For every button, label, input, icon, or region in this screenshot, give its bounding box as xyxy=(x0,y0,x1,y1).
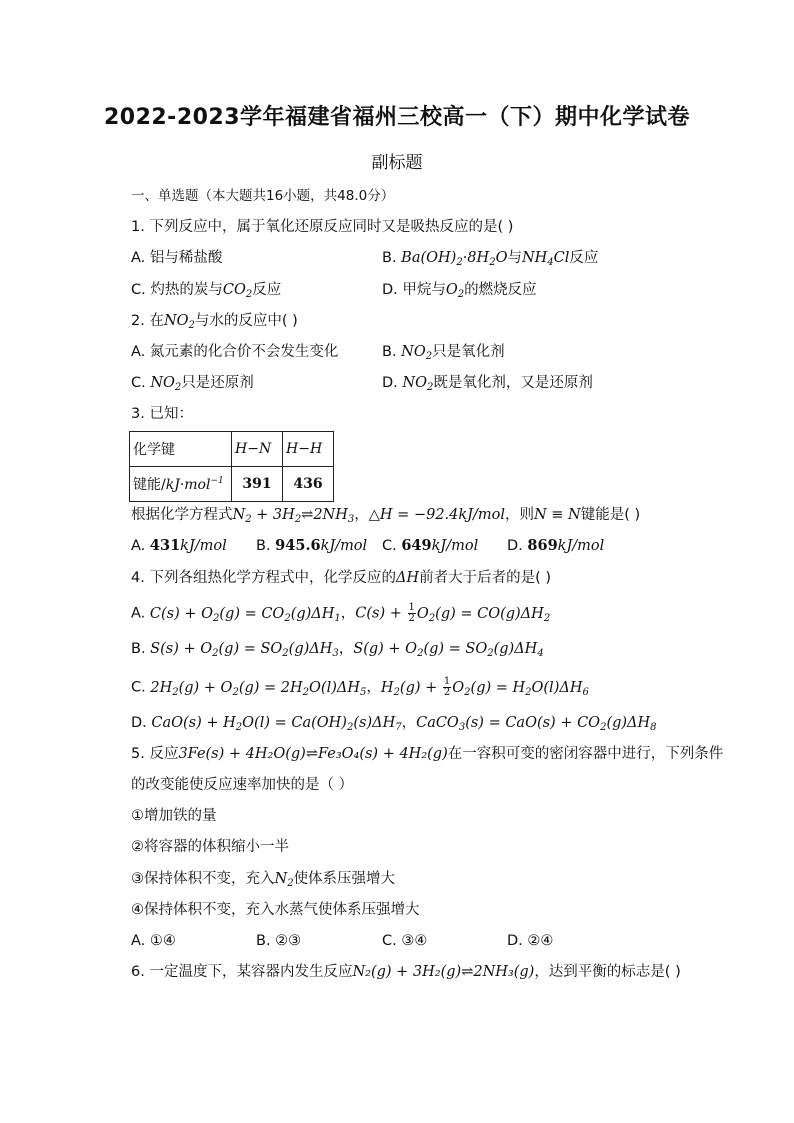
table-cell: H−H xyxy=(283,432,334,467)
q5-option-c: C. ③④ xyxy=(382,933,428,949)
section-heading: 一、单选题（本大题共16小题，共48.0分） xyxy=(131,188,395,204)
q2-option-d: D. $NO_2$既是氧化剂，又是还原剂 xyxy=(382,375,593,393)
q5-stem: 5. 反应3Fe(s) + 4H₂O(g)⇌Fe₃O₄(s) + 4H₂(g)在一容积可变的密闭容器中进行，下列条件 xyxy=(131,746,724,762)
q3-option-c: C. 649kJ/mol xyxy=(382,537,479,554)
q2-option-c: C. $NO_2$只是还原剂 xyxy=(131,375,254,393)
q1-option-a: A. 铝与稀盐酸 xyxy=(131,250,223,266)
q3-stem: 3. 已知： xyxy=(131,406,193,422)
q2-stem: 2. 在$NO_2$与水的反应中( ) xyxy=(131,313,298,331)
table-cell: 436 xyxy=(283,467,334,502)
fraction: $\frac{1}{2}$ xyxy=(408,602,415,624)
q4-option-b: B. $S(s) + O_2(g) = SO_2(g)\Delta H_3$，$S(g) + O_2(g) = SO_2(g)\Delta H_4$ xyxy=(131,641,544,659)
q1-stem: 1. 下列反应中，属于氧化还原反应同时又是吸热反应的是( ) xyxy=(131,219,514,235)
table-row xyxy=(130,467,334,502)
q3-equation-line: 根据化学方程式$N_2$ + $3H_2\rightleftharpoons 2NH_3$，△H = −92.4kJ/mol，则N ≡ N键能是( ) xyxy=(131,507,641,525)
q5-condition-1: ①增加铁的量 xyxy=(131,808,217,824)
q3-option-a: A. 431kJ/mol xyxy=(131,537,227,554)
table-cell: H−N xyxy=(232,432,283,467)
q5-option-a: A. ①④ xyxy=(131,933,176,949)
q4-stem: 4. 下列各组热化学方程式中，化学反应的ΔH前者大于后者的是( ) xyxy=(131,570,552,586)
q1-option-b: B. $Ba(OH)_2\cdot 8H_2O$与$NH_4Cl$反应 xyxy=(382,250,599,268)
q5-stem-cont: 的改变能使反应速率加快的是（ ） xyxy=(131,777,354,793)
page-subtitle: 副标题 xyxy=(371,153,423,173)
table-cell: 化学键 xyxy=(130,432,232,467)
q6-stem: 6. 一定温度下，某容器内发生反应N₂(g) + 3H₂(g)⇌2NH₃(g)，达到平衡的标志是( ) xyxy=(131,964,681,980)
q4-option-c: C. $2H_2(g) + O_2(g) = 2H_2O(l)\Delta H_5$，$H_2(g)$ + $\frac{1}{2}$ $O_2(g) = H_2O(l)\Delta H_6$ xyxy=(131,676,589,698)
table-cell: 键能/kJ·mol$^{-1}$ xyxy=(130,467,232,502)
q2-option-b: B. $NO_2$只是氧化剂 xyxy=(382,344,505,362)
table-row xyxy=(130,432,334,467)
q4-option-d: D. $CaO(s) + H_2O(l) = Ca(OH)_2(s)\Delta H_7$，CaCO$_3$(s) = $CaO(s) + CO_2(g)\Delta H_8$ xyxy=(131,715,657,733)
q5-option-d: D. ②④ xyxy=(507,933,554,949)
q1-option-c: C. 灼热的炭与$CO_2$反应 xyxy=(131,282,282,300)
fraction: $\frac{1}{2}$ xyxy=(443,676,451,698)
q5-condition-3: ③保持体积不变，充入$N_2$使体系压强增大 xyxy=(131,871,396,889)
q1-option-d: D. 甲烷与$O_2$的燃烧反应 xyxy=(382,282,537,300)
q3-option-d: D. 869kJ/mol xyxy=(507,537,605,554)
bond-energy-table xyxy=(129,431,334,502)
q4-option-a: A. $C(s) + O_2(g) = CO_2(g)\Delta H_1$，C(s) + $\frac{1}{2}$ $O_2(g) = CO(g)\Delta H_2$ xyxy=(131,602,551,624)
page-title: 2022-2023学年福建省福州三校高一（下）期中化学试卷 xyxy=(103,105,691,130)
q2-option-a: A. 氮元素的化合价不会发生变化 xyxy=(131,344,339,360)
q5-condition-4: ④保持体积不变，充入水蒸气使体系压强增大 xyxy=(131,902,420,918)
table-cell: 391 xyxy=(232,467,283,502)
q5-option-b: B. ②③ xyxy=(256,933,302,949)
q3-option-b: B. 945.6kJ/mol xyxy=(256,537,368,554)
q5-condition-2: ②将容器的体积缩小一半 xyxy=(131,839,289,855)
